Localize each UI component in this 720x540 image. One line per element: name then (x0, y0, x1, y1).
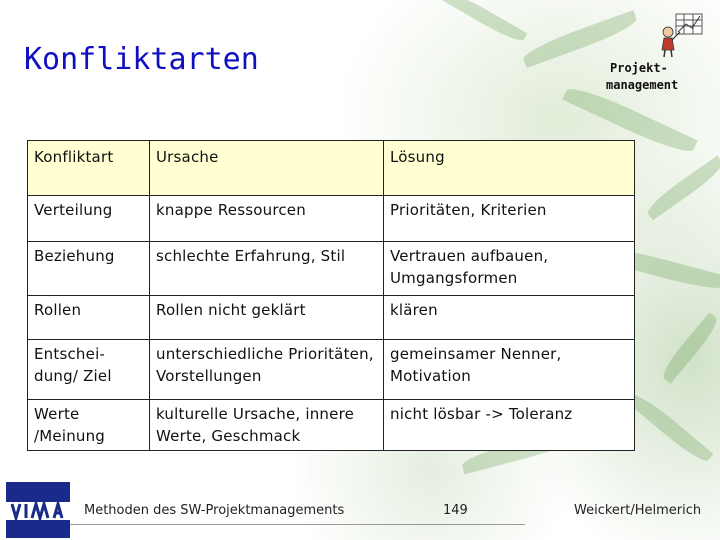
table-cell: Werte /Meinung (28, 400, 150, 451)
footer-authors: Weickert/Helmerich (574, 503, 702, 518)
table-cell: Vertrauen aufbauen, Umgangsformen (384, 242, 635, 296)
table-cell: gemeinsamer Nenner, Motivation (384, 340, 635, 400)
table-cell: Verteilung (28, 196, 150, 242)
table-cell: Rollen (28, 296, 150, 340)
table-row (28, 296, 635, 340)
university-logo-icon (6, 482, 70, 538)
page-title: Konfliktarten (24, 42, 259, 77)
table-cell: Prioritäten, Kriterien (384, 196, 635, 242)
table-cell: kulturelle Ursache, innere Werte, Geschmack (150, 400, 384, 451)
logo-line-2: management (606, 78, 679, 92)
header-cell: Konfliktart (28, 141, 150, 196)
table-header-row (28, 141, 635, 196)
table-cell: nicht lösbar -> Toleranz (384, 400, 635, 451)
table-row (28, 340, 635, 400)
table-cell: schlechte Erfahrung, Stil (150, 242, 384, 296)
table-row (28, 242, 635, 296)
footer-page-number: 149 (443, 503, 468, 518)
project-manager-figure-icon (656, 10, 706, 58)
logo-line-1: Projekt- (610, 61, 668, 75)
table-cell: knappe Ressourcen (150, 196, 384, 242)
conflict-types-table (27, 140, 635, 451)
header-cell: Ursache (150, 141, 384, 196)
project-management-logo (606, 60, 706, 94)
table-row (28, 196, 635, 242)
footer-divider (70, 524, 525, 525)
table-cell: Beziehung (28, 242, 150, 296)
table-row (28, 400, 635, 451)
table-cell: klären (384, 296, 635, 340)
footer-course: Methoden des SW-Projektmanagements (84, 503, 345, 518)
header-cell: Lösung (384, 141, 635, 196)
table-cell: Rollen nicht geklärt (150, 296, 384, 340)
table-cell: unterschiedliche Prioritäten, Vorstellungen (150, 340, 384, 400)
table-cell: Entschei-dung/ Ziel (28, 340, 150, 400)
